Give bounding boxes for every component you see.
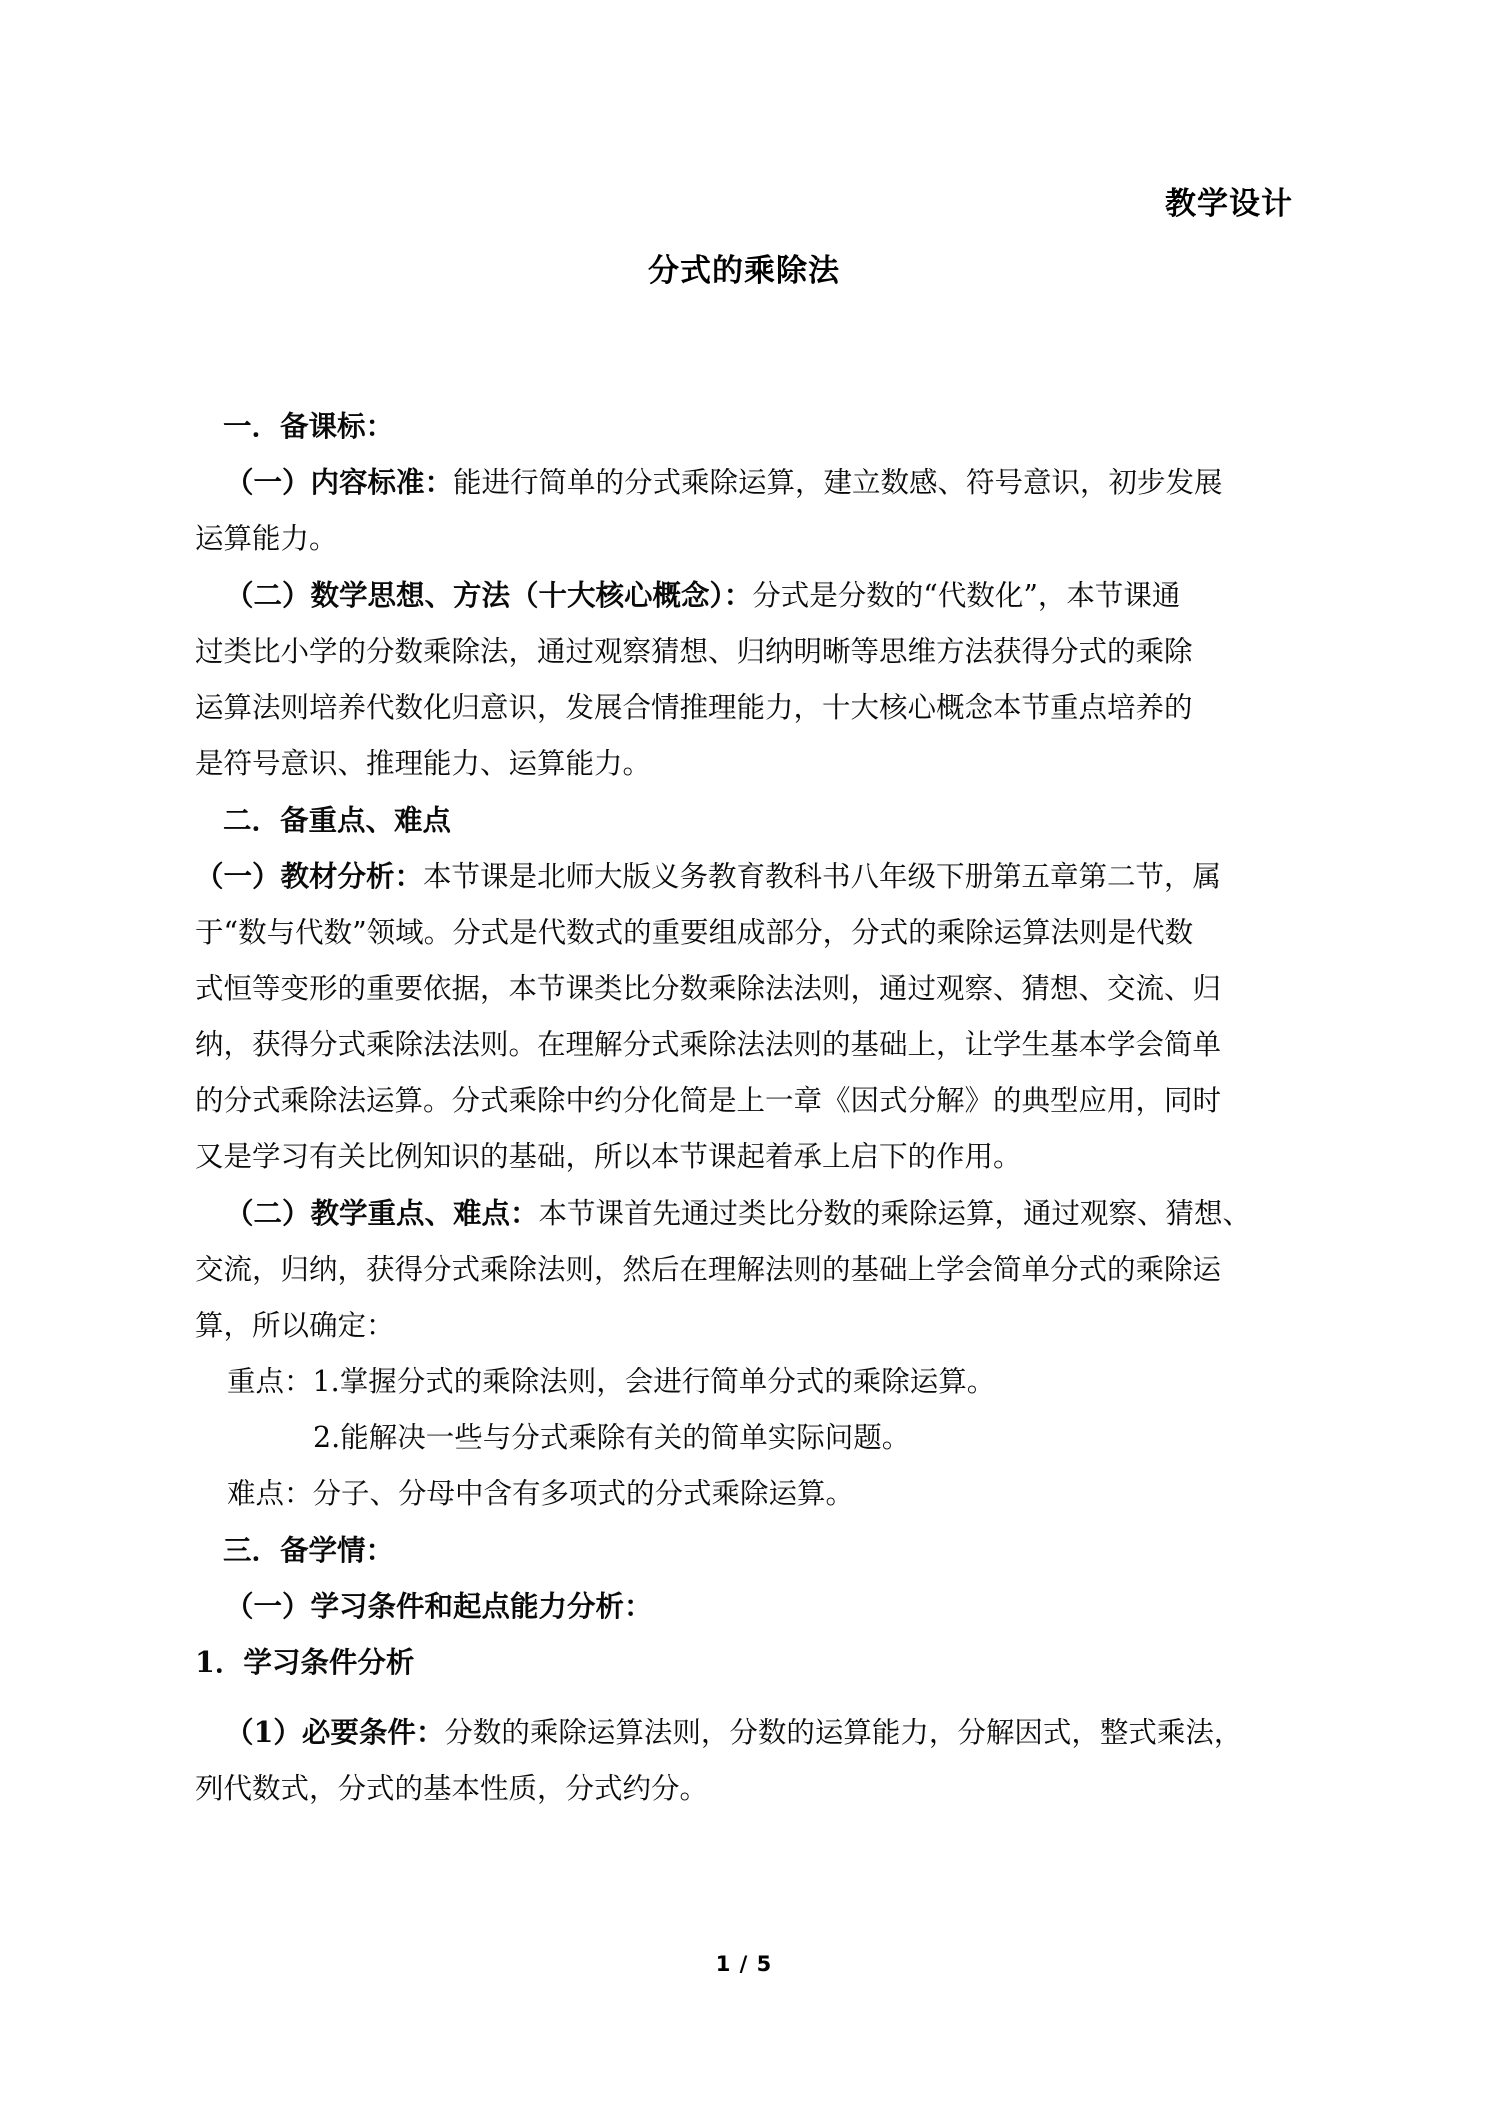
paragraph-content-standard [195,454,1291,511]
text-textbook-analysis-line1: 本节课是北师大版义务教育教科书八年级下册第五章第二节，属 [423,860,1222,893]
label-necessary-conditions: （1）必要条件： [225,1715,445,1749]
page-number-footer: 1 / 5 [715,1952,773,1976]
text-textbook-analysis-line4: 纳，获得分式乘除法法则。在理解分式乘除法法则的基础上，让学生基本学会简单 [195,1028,1222,1061]
section-heading-1: 一．备课标： [223,409,395,443]
text-math-thinking-line1: 分式是分数的“代数化”，本节课通 [752,579,1181,612]
text-necessary-conditions-line1: 分数的乘除运算法则，分数的运算能力，分解因式，整式乘法， [444,1716,1243,1749]
paragraph-necessary-conditions [195,1704,1291,1761]
section-heading-3: 三．备学情： [223,1533,395,1567]
text-necessary-conditions-line2: 列代数式，分式的基本性质，分式约分。 [195,1772,709,1805]
paragraph-teaching-focus [195,1185,1291,1242]
text-teaching-focus-line2: 交流，归纳，获得分式乘除法则，然后在理解法则的基础上学会简单分式的乘除运 [195,1253,1222,1286]
difficulty-point: 难点：分子、分母中含有多项式的分式乘除运算。 [227,1477,855,1510]
key-point-item-2: 2.能解决一些与分式乘除有关的简单实际问题。 [313,1421,911,1454]
text-math-thinking-line4: 是符号意识、推理能力、运算能力。 [195,747,652,780]
document-body [195,398,1291,1817]
label-math-thinking: （二）数学思想、方法（十大核心概念）： [225,578,753,612]
label-teaching-focus: （二）教学重点、难点： [225,1196,539,1230]
text-content-standard-line2: 运算能力。 [195,522,338,555]
text-teaching-focus-line3: 算，所以确定： [195,1309,395,1342]
paragraph-textbook-analysis [195,848,1291,905]
page-title: 分式的乘除法 [648,253,840,289]
text-textbook-analysis-line6: 又是学习有关比例知识的基础，所以本节课起着承上启下的作用。 [195,1140,1022,1173]
label-textbook-analysis: （一）教材分析： [195,859,424,893]
label-content-standard: （一）内容标准： [225,465,454,499]
document-header-label: 教学设计 [1165,186,1293,222]
text-textbook-analysis-line5: 的分式乘除法运算。分式乘除中约分化简是上一章《因式分解》的典型应用，同时 [195,1084,1222,1117]
paragraph-math-thinking [195,567,1291,624]
spacer [195,1690,1291,1704]
section-heading-2: 二．备重点、难点 [223,803,452,837]
subsection-learning-condition-analysis: 1．学习条件分析 [195,1645,415,1679]
text-teaching-focus-line1: 本节课首先通过类比分数的乘除运算，通过观察、猜想、 [538,1197,1252,1230]
text-math-thinking-line3: 运算法则培养代数化归意识，发展合情推理能力，十大核心概念本节重点培养的 [195,691,1193,724]
text-math-thinking-line2: 过类比小学的分数乘除法，通过观察猜想、归纳明晰等思维方法获得分式的乘除 [195,635,1193,668]
text-content-standard-line1: 能进行简单的分式乘除运算，建立数感、符号意识，初步发展 [453,466,1223,499]
key-point-item-1: 重点：1.掌握分式的乘除法则，会进行简单分式的乘除运算。 [227,1365,996,1398]
text-textbook-analysis-line2: 于“数与代数”领域。分式是代数式的重要组成部分，分式的乘除运算法则是代数 [195,916,1194,949]
subsection-learning-conditions: （一）学习条件和起点能力分析： [225,1589,653,1623]
text-textbook-analysis-line3: 式恒等变形的重要依据，本节课类比分数乘除法法则，通过观察、猜想、交流、归 [195,972,1222,1005]
